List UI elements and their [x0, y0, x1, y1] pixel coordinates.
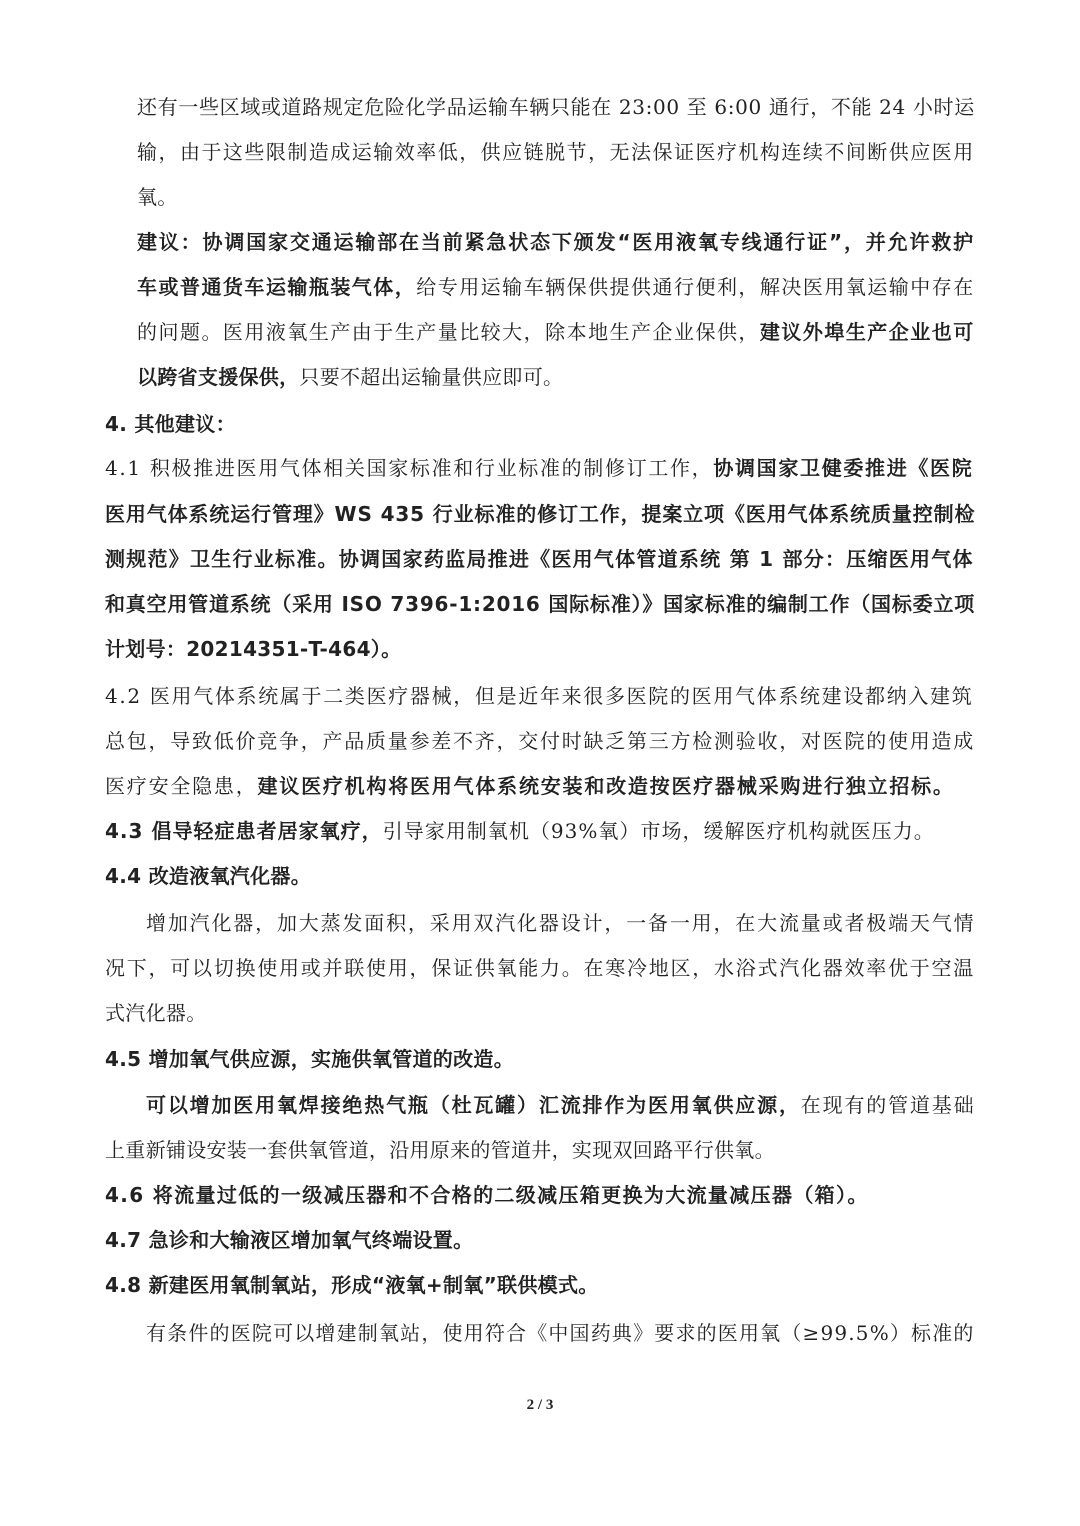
text-run: 医疗安全隐患，: [105, 774, 258, 798]
text-run: 输，由于这些限制造成运输效率低，供应链脱节，无法保证医疗机构连续不间断供应医用: [137, 140, 975, 164]
bold-text-run: 计划号：20214351-T-464）。: [105, 637, 402, 661]
bold-text-run: 4.4 改造液氧汽化器。: [105, 864, 311, 888]
bold-text-run: 建议：协调国家交通运输部在当前紧急状态下颁发“医用液氧专线通行证”，并允许救护: [137, 230, 975, 254]
text-run: 4.1 积极推进医用气体相关国家标准和行业标准的制修订工作，: [105, 456, 714, 480]
text-line: [105, 453, 973, 483]
bold-text-run: 和真空用管道系统（采用 ISO 7396-1:2016 国际标准）》国家标准的编制工作（国标委立项: [105, 592, 975, 616]
text-line: [137, 317, 975, 347]
text-line: [137, 227, 975, 257]
text-line: [137, 362, 563, 392]
text-line: [105, 634, 401, 664]
bold-text-run: 4. 其他建议：: [105, 412, 236, 436]
text-run: 式汽化器。: [105, 1001, 207, 1025]
text-line: [105, 1135, 775, 1165]
text-run: 引导家用制氧机（93%氧）市场，缓解医疗机构就医压力。: [382, 819, 935, 843]
bold-text-run: 以跨省支援保供，: [137, 365, 300, 389]
text-run: 上重新铺设安装一套供氧管道，沿用原来的管道井，实现双回路平行供氧。: [105, 1138, 775, 1162]
text-line: [146, 1090, 975, 1120]
text-run: 只要不超出运输量供应即可。: [299, 365, 564, 389]
text-line: [105, 1270, 599, 1300]
bold-text-run: 4.6 将流量过低的一级减压器和不合格的二级减压箱更换为大流量减压器（箱）。: [105, 1183, 869, 1207]
text-line: [146, 908, 975, 938]
bold-text-run: 可以增加医用氧焊接绝热气瓶（杜瓦罐）汇流排作为医用氧供应源，: [146, 1093, 801, 1117]
text-run: 增加汽化器，加大蒸发面积，采用双汽化器设计，一备一用，在大流量或者极端天气情: [146, 911, 976, 935]
text-line: [137, 272, 975, 302]
bold-text-run: 建议外埠生产企业也可: [759, 320, 975, 344]
text-line: [105, 771, 955, 801]
text-line: [105, 409, 236, 439]
text-line: [105, 998, 207, 1028]
text-run: 总包，导致低价竞争，产品质量参差不齐，交付时缺乏第三方检测验收，对医院的使用造成: [105, 729, 975, 753]
text-run: 况下，可以切换使用或并联使用，保证供氧能力。在寒冷地区，水浴式汽化器效率优于空温: [105, 956, 975, 980]
page-number: 2 / 3: [526, 1397, 554, 1413]
text-run: 在现有的管道基础: [800, 1093, 976, 1117]
text-line: [105, 1225, 473, 1255]
bold-text-run: 医用气体系统运行管理》WS 435 行业标准的修订工作，提案立项《医用气体系统质量控制检: [105, 502, 976, 526]
text-run: 的问题。医用液氧生产由于生产量比较大，除本地生产企业保供，: [137, 320, 760, 344]
text-line: [105, 589, 975, 619]
text-line: [137, 92, 975, 122]
text-run: 还有一些区域或道路规定危险化学品运输车辆只能在 23:00 至 6:00 通行，不能 24 小时运: [137, 95, 975, 119]
text-run: 给专用运输车辆保供提供通行便利，解决医用氧运输中存在: [416, 275, 975, 299]
bold-text-run: 4.5 增加氧气供应源，实施供氧管道的改造。: [105, 1047, 514, 1071]
text-line: [105, 861, 311, 891]
text-run: 氧。: [137, 185, 178, 209]
text-line: [105, 816, 935, 846]
bold-text-run: 4.3 倡导轻症患者居家氧疗，: [105, 819, 383, 843]
bold-text-run: 测规范》卫生行业标准。协调国家药监局推进《医用气体管道系统 第 1 部分：压缩医用气体: [105, 547, 974, 571]
text-line: [146, 1318, 975, 1348]
bold-text-run: 4.8 新建医用氧制氧站，形成“液氧+制氧”联供模式。: [105, 1273, 599, 1297]
text-line: [105, 499, 975, 529]
text-line: [105, 726, 975, 756]
bold-text-run: 4.7 急诊和大输液区增加氧气终端设置。: [105, 1228, 474, 1252]
text-run: 4.2 医用气体系统属于二类医疗器械，但是近年来很多医院的医用气体系统建设都纳入建筑: [105, 684, 974, 708]
bold-text-run: 车或普通货车运输瓶装气体，: [137, 275, 417, 299]
text-line: [137, 137, 975, 167]
text-line: [105, 1044, 514, 1074]
bold-text-run: 协调国家卫健委推进《医院: [713, 456, 974, 480]
text-run: 有条件的医院可以增建制氧站，使用符合《中国药典》要求的医用氧（≥99.5%）标准的: [146, 1321, 975, 1345]
text-line: [105, 1180, 869, 1210]
text-line: [137, 182, 178, 212]
text-line: [105, 681, 973, 711]
text-line: [105, 953, 975, 983]
bold-text-run: 建议医疗机构将医用气体系统安装和改造按医疗器械采购进行独立招标。: [257, 774, 955, 798]
text-line: [105, 544, 974, 574]
